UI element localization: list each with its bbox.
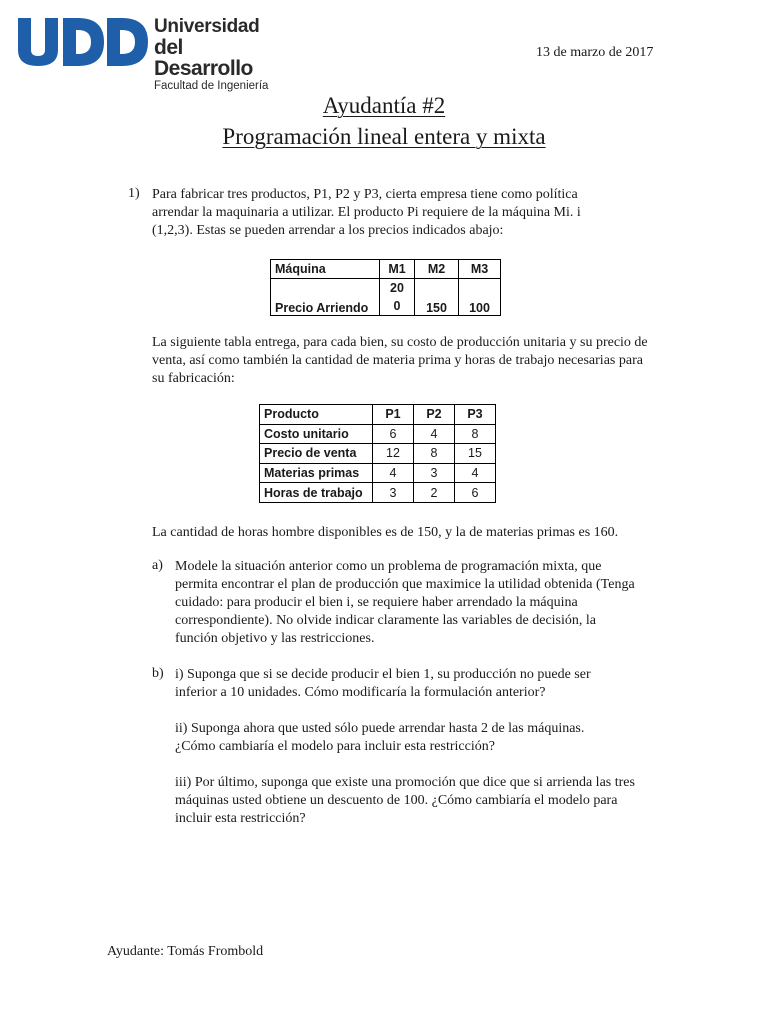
product-table — [259, 404, 496, 503]
part-a-label: a) — [152, 558, 163, 573]
table-cell-m3: 100 — [459, 279, 501, 316]
table-cell: Costo unitario — [260, 424, 373, 444]
table-cell: 3 — [373, 483, 414, 503]
udd-logo-mark-icon — [16, 16, 150, 68]
table-header-cell: P2 — [414, 405, 455, 425]
table-cell: Horas de trabajo — [260, 483, 373, 503]
table-header-cell: P1 — [373, 405, 414, 425]
problem-intro: Para fabricar tres productos, P1, P2 y P3, cierta empresa tiene como política arrendar la maquinaria a utilizar. El producto Pi requiere de la máquina Mi. i (1,2,3). Estas se pueden arrendar a los precios indicados abajo: — [152, 187, 581, 238]
university-logo — [16, 16, 278, 92]
table-header-cell: M1 — [380, 260, 415, 279]
m1-price-part-1: 20 — [390, 281, 404, 295]
logo-line-2: del Desarrollo — [154, 36, 253, 80]
m1-price-part-2: 0 — [393, 299, 401, 313]
table-row-label: Precio Arriendo — [271, 279, 380, 316]
table-row — [260, 463, 496, 483]
table-header-cell: M3 — [459, 260, 501, 279]
logo-wordmark — [154, 17, 278, 93]
table-cell: 15 — [455, 444, 496, 464]
table-header-cell: Producto — [260, 405, 373, 425]
table-cell: 3 — [414, 463, 455, 483]
table-cell: 4 — [373, 463, 414, 483]
problem-number: 1) — [128, 186, 140, 201]
document-date: 13 de marzo de 2017 — [536, 45, 654, 60]
table-row — [271, 260, 501, 279]
table-cell: 4 — [414, 424, 455, 444]
table-cell-m2: 150 — [415, 279, 459, 316]
paragraph-resources: La cantidad de horas hombre disponibles es de 150, y la de materias primas es 160. — [152, 525, 619, 540]
table-header-cell: P3 — [455, 405, 496, 425]
table-cell: 8 — [455, 424, 496, 444]
table-cell: 6 — [373, 424, 414, 444]
table-cell: 2 — [414, 483, 455, 503]
logo-line-3: Facultad de Ingeniería — [154, 80, 269, 92]
table-cell: 4 — [455, 463, 496, 483]
machine-rental-table — [270, 259, 501, 316]
table-header-cell: M2 — [415, 260, 459, 279]
assistant-footer: Ayudante: Tomás Frombold — [107, 944, 264, 959]
table-row — [260, 444, 496, 464]
table-row — [260, 424, 496, 444]
part-a-text: Modele la situación anterior como un problema de programación mixta, que permita encontrar el plan de producción que maximice la utilidad obtenida (Tenga cuidado: para producir el bien i, se requiere haber arrendado la máquina correspondiente). No olvide indicar claramente las variables de decisión, la función objetivo y las restricciones. — [175, 559, 635, 646]
table-header-cell: Máquina — [271, 260, 380, 279]
table-cell: Precio de venta — [260, 444, 373, 464]
table-cell-m1 — [380, 279, 415, 316]
paragraph-table-intro: La siguiente tabla entrega, para cada bien, su costo de producción unitaria y su precio de venta, así como también la cantidad de materia prima y horas de trabajo necesarias para su fabricación: — [152, 335, 648, 386]
title-line-1: Ayudantía #2 — [322, 93, 446, 118]
table-cell: 12 — [373, 444, 414, 464]
part-b-ii-text: ii) Suponga ahora que usted sólo puede arrendar hasta 2 de las máquinas. ¿Cómo cambiaría el modelo para incluir esta restricción? — [175, 721, 585, 754]
table-row — [260, 483, 496, 503]
table-row — [260, 405, 496, 425]
table-cell: 8 — [414, 444, 455, 464]
logo-line-1: Universidad — [154, 16, 260, 37]
table-cell: 6 — [455, 483, 496, 503]
table-row — [271, 279, 501, 316]
part-b-i-text: i) Suponga que si se decide producir el bien 1, su producción no puede ser inferior a 10 unidades. Cómo modificaría la formulación anterior? — [175, 667, 591, 700]
title-line-2: Programación lineal entera y mixta — [222, 124, 546, 149]
table-cell: Materias primas — [260, 463, 373, 483]
part-b-iii-text: iii) Por último, suponga que existe una promoción que dice que si arrienda las tres máquinas usted obtiene un descuento de 100. ¿Cómo cambiaría el modelo para incluir esta restricción? — [175, 775, 635, 826]
part-b-label: b) — [152, 666, 164, 681]
